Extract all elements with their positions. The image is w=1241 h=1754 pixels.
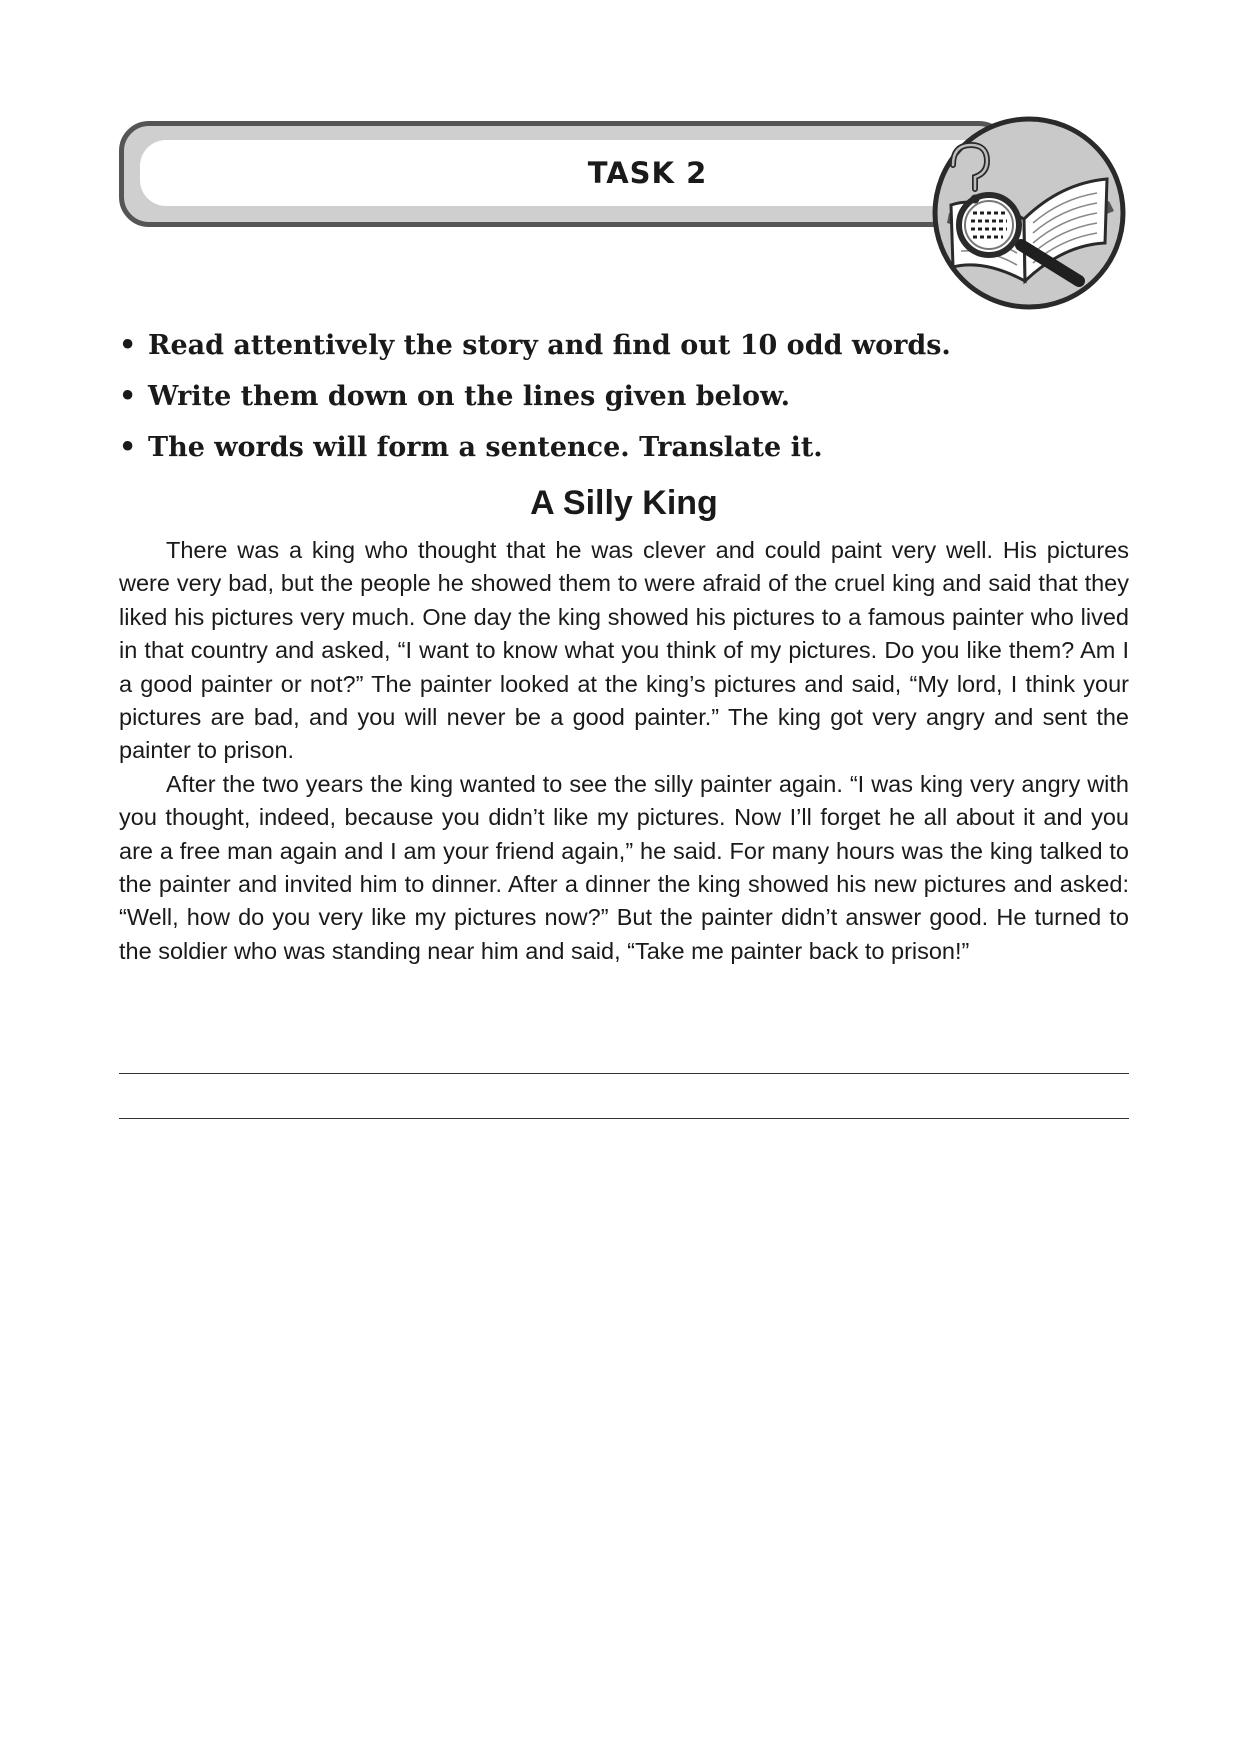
bullet: • (119, 330, 137, 361)
story-paragraph: After the two years the king wanted to see the silly painter again. “I was king very angry with you thought, indeed, because you didn’t like my pictures. Now I’ll forget he all about it and you are a free man again and I am your friend again,” he said. For many hours was the king talked to the painter and invited him to dinner. After a dinner the king showed his new pictures and asked: “Well, how do you very like my pictures now?” But the painter didn’t answer good. He turned to the soldier who was standing near him and said, “Take me painter back to prison!” (119, 770, 1129, 964)
story-title: A Silly King (530, 484, 718, 522)
book-magnifier-question-icon (929, 113, 1129, 313)
answer-line[interactable] (119, 1073, 1129, 1074)
instruction-text: The words will form a sentence. Translate it. (148, 432, 823, 463)
story-paragraph: There was a king who thought that he was clever and could paint very well. His pictures were very bad, but the people he showed them to were afraid of the cruel king and said that they liked his pictures very much. One day the king showed his pictures to a famous painter who lived in that country and asked, “I want to know what you think of my pictures. Do you like them? Am I a good painter or not?” The painter looked at the king’s pictures and said, “My lord, I think your pictures are bad, and you will never be a good painter.” The king got very angry and sent the painter to prison. (119, 537, 1129, 764)
answer-line[interactable] (119, 1118, 1129, 1119)
instruction-item (119, 371, 1129, 422)
bullet: • (119, 381, 137, 412)
bullet: • (119, 432, 137, 463)
instruction-list (119, 320, 1129, 473)
instruction-item (119, 320, 1129, 371)
story-body (119, 534, 1129, 968)
task-title: TASK 2 (587, 156, 708, 190)
instruction-item (119, 422, 1129, 473)
instruction-text: Read attentively the story and find out 10 odd words. (148, 330, 951, 361)
instruction-text: Write them down on the lines given below. (148, 381, 790, 412)
